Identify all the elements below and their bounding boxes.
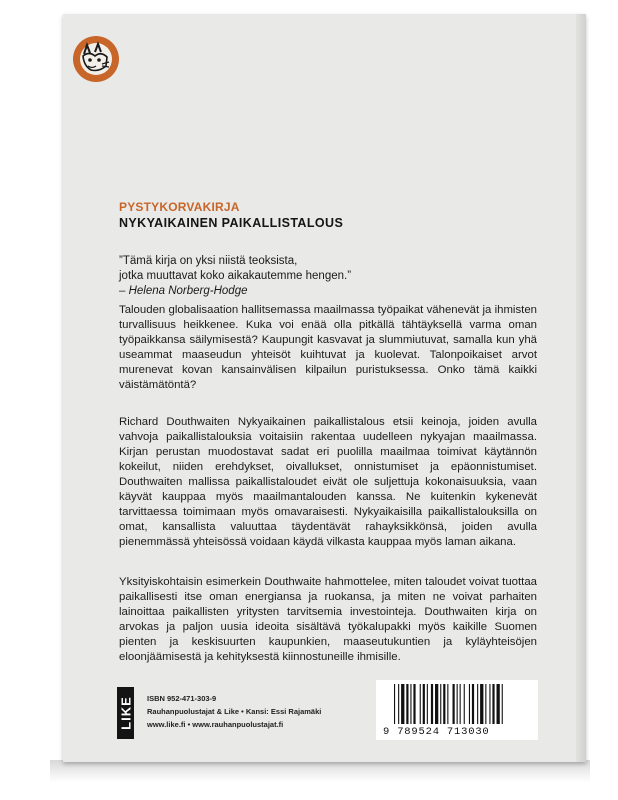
barcode-bar xyxy=(469,684,470,724)
barcode-bar xyxy=(401,684,404,724)
barcode-bar xyxy=(477,684,478,724)
barcode-bar xyxy=(427,684,428,724)
barcode-bar xyxy=(457,684,458,724)
barcode-bar xyxy=(423,684,425,724)
barcode-bar xyxy=(410,684,411,724)
barcode-bar xyxy=(460,684,461,724)
description-paragraph: Richard Douthwaiten Nykyaikainen paikallistalous etsii keinoja, joiden avulla vahvoja paikallistalouksia voitaisiin rakentaa uudelleen nykyajan maailmassa. Kirjan perustan muodostavat sadat eri puolilla maailmaa toimivat käytännön kokeilut, niiden erehdykset, oivallukset, onnistumiset ja epäonnistumiset. Douthwaiten mallissa paikallistaloudet eivät ole suljettuja kokonaisuuksia, vaan käyvät kauppaa myös maailmantalouden kanssa. Ne kuitenkin kykenevät tarvittaessa toimimaan myös omavaraisesti. Nykyaikaisilla paikallistalouksilla on omat, kansallista valuuttaa täydentävät rahayksikkönsä, joiden avulla pienemmässä yhteisössä voidaan käydä vilkasta kauppaa myös laman aikana. xyxy=(119,416,537,548)
book-spine xyxy=(576,14,586,762)
barcode-bar xyxy=(497,684,500,724)
barcode-bars xyxy=(376,680,538,728)
barcode-bar xyxy=(472,684,474,724)
barcode-bar xyxy=(489,684,490,724)
barcode-bar xyxy=(398,684,399,724)
publisher-logo xyxy=(117,687,134,739)
quote-block xyxy=(119,254,539,299)
series-name: PYSTYKORVAKIRJA xyxy=(119,200,240,214)
barcode-bar xyxy=(502,684,503,724)
barcode-bar xyxy=(443,684,445,724)
barcode-bar xyxy=(431,684,433,724)
isbn-text: ISBN 952-471-303-9 xyxy=(147,694,217,703)
websites-text: www.like.fi • www.rauhanpuolustajat.fi xyxy=(147,720,284,729)
barcode-bar xyxy=(485,684,486,724)
barcode-bar xyxy=(453,684,455,724)
quote-line: jotka muuttavat koko aikakautemme hengen.” xyxy=(119,270,352,282)
pystykorva-dog-logo-icon xyxy=(71,34,121,84)
barcode-bar xyxy=(406,684,408,724)
barcode-bar xyxy=(492,684,494,724)
barcode-number: 9 789524 713030 xyxy=(383,726,490,738)
quote-line: ”Tämä kirja on yksi niistä teoksista, xyxy=(119,255,298,267)
credits-text: Rauhanpuolustajat & Like • Kansi: Essi Rajamäki xyxy=(147,707,322,716)
publisher-info xyxy=(147,692,321,731)
publisher-logo-text: LIKE xyxy=(118,696,133,730)
barcode-bar xyxy=(394,684,395,724)
book-title: NYKYAIKAINEN PAIKALLISTALOUS xyxy=(119,216,344,230)
description-paragraph: Talouden globalisaation hallitsemassa maailmassa työpaikat vähenevät ja ihmisten turvallisuus heikkenee. Kuka voi enää olla pitkällä tähtäyksellä varma oman työpaikkansa säilymisestä? Kaupungit kasvavat ja slummiutuvat, samalla kun yhä useammat maaseudun yhteisöt kuihtuvat ja kuolevat. Talonpoikaiset arvot murenevat kovan kansainvälisen kilpailun puristuksessa. Onko tämä kaikki väistämätöntä? xyxy=(119,304,537,391)
barcode-bar xyxy=(440,684,441,724)
description-paragraph: Yksityiskohtaisin esimerkein Douthwaite hahmottelee, miten taloudet voivat tuottaa paikallisesti itse oman energiansa ja ruokansa, ja miten ne voivat parhaiten lainoittaa paikallisten yritysten tarvitsemia investointeja. Douthwaiten kirja on arvokas ja paljon uusia ideoita sisältävä työkalupakki myös kaikille Suomen pienten ja keskisuurten kaupunkien, maaseutukuntien ja kyläyhteisöjen eloonjäämisestä ja kehityksestä kiinnostuneille ihmisille. xyxy=(119,576,537,663)
barcode-bar xyxy=(480,684,483,724)
barcode-bar xyxy=(435,684,438,724)
barcode-bar xyxy=(464,684,465,724)
barcode-bar xyxy=(447,684,448,724)
quote-author: – Helena Norberg-Hodge xyxy=(119,285,248,297)
barcode-bar xyxy=(420,684,421,724)
barcode-bar xyxy=(413,684,415,724)
book-shadow xyxy=(50,760,590,782)
